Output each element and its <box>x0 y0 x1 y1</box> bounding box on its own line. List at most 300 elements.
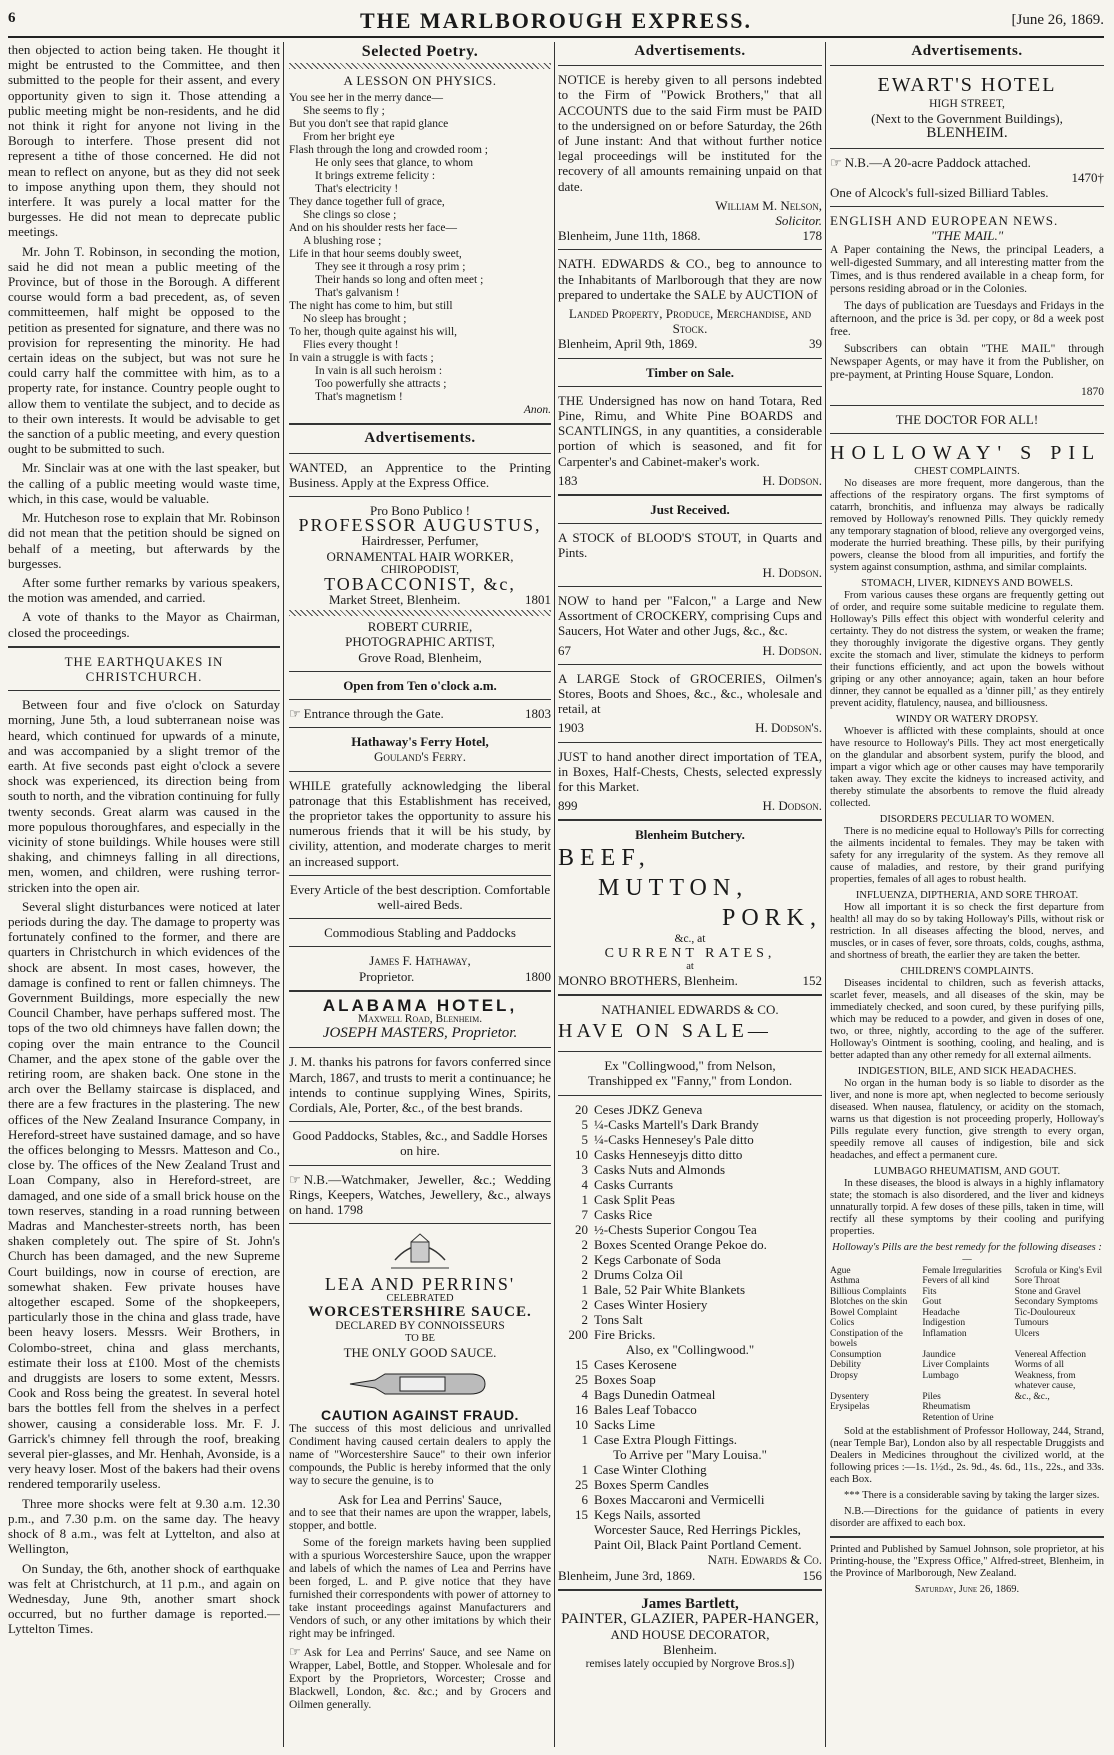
ad-number: 899 <box>558 798 578 814</box>
goods-quantity: 1 <box>581 1461 588 1477</box>
ad-signature: H. Dodson's. <box>755 720 822 736</box>
ad-number: 1800 <box>525 968 551 984</box>
ad-number: 1801 <box>525 592 551 608</box>
goods-item: Cask Split Peas <box>594 1191 675 1207</box>
disease-name: Dysentery <box>830 1391 870 1402</box>
poem-line: A blushing rose ; <box>303 235 382 248</box>
divider <box>289 1165 551 1166</box>
ad-line: Proprietor. <box>359 968 415 984</box>
divider <box>558 1051 822 1052</box>
ad-body: JUST to hand another direct importation of TEA, in Boxes, Half-Chests, Chests, selected expressly for this Market. <box>558 748 822 794</box>
disease-name: Sore Throat <box>1014 1276 1060 1287</box>
ad-number: 156 <box>802 1567 822 1583</box>
ad-body: Ask for Lea and Perrins' Sauce, and see Name on Wrapper, Label, Bottle, and Stopper. Wholesale and for Export by the Proprietors, Worcester; Crosse and Blackwell, London, &c. &c.; and by Grocers and Oilmen generally. <box>289 1647 551 1712</box>
section-heading: Advertisements. <box>911 43 1023 59</box>
divider <box>289 671 551 672</box>
goods-quantity: 6 <box>581 1491 588 1507</box>
ad-body: The days of publication are Tuesdays and Fridays in the afternoon, and the price is 3d. per copy, or 8d a week post free. <box>830 299 1104 338</box>
ad-line: Also, ex "Collingwood." <box>625 1341 755 1357</box>
ad-subheading: INDIGESTION, BILE, AND SICK HEADACHES. <box>857 1065 1077 1077</box>
ad-number: 183 <box>558 472 578 488</box>
ad-body: *** There is a considerable saving by taking the larger sizes. <box>844 1490 1100 1502</box>
divider <box>558 249 822 250</box>
ad-line: Blenheim. <box>663 1642 717 1658</box>
disease-name: Erysipelas <box>830 1402 870 1413</box>
divider <box>830 1536 1104 1538</box>
disease-name: Retention of Urine <box>922 1412 994 1423</box>
goods-quantity: 1 <box>581 1431 588 1447</box>
divider <box>558 1589 822 1591</box>
goods-item: Case Extra Plough Fittings. <box>594 1431 737 1447</box>
ad-heading: HAVE ON SALE— <box>558 1020 772 1043</box>
goods-quantity: 2 <box>581 1266 588 1282</box>
disease-name: Jaundice <box>922 1349 956 1360</box>
goods-quantity: 16 <box>575 1401 588 1417</box>
disease-name: Stone and Gravel <box>1014 1286 1081 1297</box>
ad-subheading: CHEST COMPLAINTS. <box>914 465 1020 477</box>
masthead <box>8 6 1104 38</box>
goods-quantity: 4 <box>581 1176 588 1192</box>
ad-body: Subscribers can obtain "THE MAIL" through Newspaper Agents, or may have it from the Publisher, on pre-payment, at Printing House Square, London. <box>830 342 1104 381</box>
divider <box>289 1223 551 1224</box>
ad-subheading: DISORDERS PECULIAR TO WOMEN. <box>879 813 1055 825</box>
divider <box>830 206 1104 207</box>
disease-name: Worms of all <box>1014 1360 1065 1371</box>
article-paragraph: After some further remarks by various speakers, the motion was amended, and carried. <box>8 574 280 606</box>
goods-quantity: 20 <box>575 1221 588 1237</box>
ad-line: DECLARED BY CONNOISSEURS <box>335 1319 505 1332</box>
ad-number: 178 <box>802 228 822 244</box>
ad-line: Good Paddocks, Stables, &c., and Saddle Horses on hire. <box>292 1128 548 1159</box>
ad-line: Landed Property, Produce, Merchandise, and Stock. <box>568 306 812 337</box>
ad-number: 39 <box>809 336 822 352</box>
goods-item: Sacks Lime <box>594 1416 656 1432</box>
ad-number: 152 <box>802 972 822 988</box>
ad-line: HIGH STREET, <box>929 98 1005 111</box>
ad-number: 67 <box>558 642 571 658</box>
ad-title: HOLLOWAY' S PIL <box>830 441 1102 464</box>
poem-line: To her, though quite against his will, <box>289 326 458 339</box>
article-paragraph: Three more shocks were felt at 9.30 a.m. 12.30 p.m., and 7.30 p.m. on the same day. The heavy shock of 8 a.m., was felt at Lyttelton, and also at Wellington, <box>8 1495 280 1557</box>
goods-item: Cases Kerosene <box>594 1356 677 1372</box>
goods-quantity: 25 <box>575 1476 588 1492</box>
disease-name <box>830 1413 919 1424</box>
column-1 <box>8 42 280 1747</box>
poem <box>289 92 551 404</box>
disease-name: Weakness, from whatever cause, <box>1014 1370 1076 1392</box>
ad-line: THE ONLY GOOD SAUCE. <box>343 1344 497 1360</box>
disease-name: Gout <box>922 1297 942 1308</box>
ad-line: Commodious Stabling and Paddocks <box>324 925 516 941</box>
disease-name: Rheumatism <box>922 1402 971 1413</box>
goods-item: Casks Nuts and Almonds <box>594 1161 726 1177</box>
ad-body: How all important it is so check the first departure from health! all may do so by taking Holloway's Pills, without risk or restriction. In all diseases affecting the blood, nerves, and muscles, or in cases of fever, sore throats, colds, coughs, asthma, and shortness of breath, the earlier they are taken the better. <box>830 901 1104 961</box>
goods-item: Case Winter Clothing <box>594 1461 707 1477</box>
divider <box>558 358 822 359</box>
divider <box>289 1047 551 1048</box>
disease-name: Constipation of the bowels <box>830 1328 903 1350</box>
pointing-hand-icon: ☞ <box>289 1171 301 1187</box>
goods-quantity: 15 <box>575 1506 588 1522</box>
ad-heading: EWART'S HOTEL <box>877 74 1057 97</box>
divider <box>289 423 551 425</box>
poem-title: A LESSON ON PHYSICS. <box>343 73 497 89</box>
disease-name: Colics <box>830 1318 855 1329</box>
ad-body: The success of this most delicious and unrivalled Condiment having caused certain dealers to apply the name of "Worcestershire Sauce" to their own inferior compounds, the Public is hereby informed that the only way to secure the genuine, is to <box>289 1423 551 1488</box>
divider <box>289 875 551 876</box>
goods-quantity: 15 <box>575 1356 588 1372</box>
ad-number: 1870 <box>1081 385 1104 398</box>
goods-quantity: 1 <box>581 1281 588 1297</box>
goods-quantity: 2 <box>581 1311 588 1327</box>
ad-subheading: LUMBAGO RHEUMATISM, AND GOUT. <box>873 1165 1061 1177</box>
disease-name: Ague <box>830 1265 851 1276</box>
divider <box>558 523 822 524</box>
pointing-hand-icon: ☞ <box>289 706 301 722</box>
ad-line: Entrance through the Gate. <box>303 706 444 722</box>
ad-line: BEEF, <box>558 844 651 871</box>
goods-quantity: 2 <box>581 1236 588 1252</box>
poem-line: That's magnetism ! <box>315 391 403 404</box>
goods-quantity: 25 <box>575 1371 588 1387</box>
column-2 <box>289 42 551 1747</box>
poem-line: In vain is all such heroism : <box>315 365 443 378</box>
disease-name: Tic-Douloureux <box>1014 1307 1076 1318</box>
goods-list <box>558 1357 822 1447</box>
goods-quantity: 200 <box>568 1326 588 1342</box>
ad-line: LEA AND PERRINS' <box>324 1274 516 1295</box>
disease-name: Consumption <box>830 1349 882 1360</box>
ad-body: Sold at the establishment of Professor Holloway, 244, Strand, (near Temple Bar), London also by all respectable Druggists and Dealers in Medicines throughout the civilized world, at the following prices :—1s. 1½d., 2s. 9d., 4s. 6d., 11s., 22s., and 33s. each Box. <box>830 1426 1104 1486</box>
disease-name: Lumbago <box>922 1370 959 1381</box>
poem-line: Too powerfully she attracts ; <box>315 378 447 391</box>
divider <box>289 727 551 728</box>
goods-quantity: 4 <box>581 1386 588 1402</box>
ad-heading: Pro Bono Publico ! <box>369 503 471 519</box>
disease-name: Inflamation <box>922 1328 967 1339</box>
goods-quantity: 10 <box>575 1416 588 1432</box>
ad-subheading: WINDY OR WATERY DROPSY. <box>895 713 1039 725</box>
ad-heading: WORCESTERSHIRE SAUCE. <box>308 1303 532 1320</box>
ad-signature: H. Dodson. <box>762 564 822 580</box>
goods-quantity: 1 <box>581 1191 588 1207</box>
ad-number: 1903 <box>558 720 584 736</box>
goods-item: Kegs Nails, assorted <box>594 1506 701 1522</box>
goods-item: Kegs Carbonate of Soda <box>594 1251 721 1267</box>
divider <box>289 918 551 919</box>
ad-subheading: STOMACH, LIVER, KIDNEYS AND BOWELS. <box>861 577 1073 589</box>
disease-name: Ulcers <box>1014 1328 1040 1339</box>
ornament <box>289 610 551 616</box>
ad-heading: Just Received. <box>650 502 730 518</box>
ad-line: AND HOUSE DECORATOR, <box>610 1627 770 1643</box>
goods-extra: Worcester Sauce, Red Herrings Pickles, Paint Oil, Black Paint Portland Cement. <box>594 1521 802 1553</box>
divider <box>289 990 551 992</box>
ad-line: CHIROPODIST, <box>380 563 460 576</box>
sauce-bottle-icon <box>289 1364 551 1404</box>
divider <box>558 386 822 387</box>
goods-quantity: 10 <box>575 1146 588 1162</box>
poem-line: She clings so close ; <box>303 209 397 222</box>
ad-heading: CAUTION AGAINST FRAUD. <box>321 1406 519 1423</box>
divider <box>558 819 822 821</box>
ad-line: (Next to the Government Buildings), <box>871 111 1063 127</box>
issue-date: [June 26, 1869. <box>1011 12 1104 28</box>
article-heading: THE EARTHQUAKES IN CHRISTCHURCH. <box>64 653 224 684</box>
disease-name: Liver Complaints <box>922 1360 990 1371</box>
ad-line: PORK, <box>721 904 822 931</box>
ad-line: CELEBRATED <box>386 1292 454 1304</box>
ad-body: N.B.—Directions for the guidance of patients in every disorder are affixed to each box. <box>830 1506 1104 1530</box>
divider <box>830 405 1104 406</box>
disease-name: Tumours <box>1014 1318 1049 1329</box>
poem-line: Flash through the long and crowded room ; <box>289 144 488 157</box>
ad-date: Blenheim, June 11th, 1868. <box>558 228 701 244</box>
ad-heading: James Bartlett, <box>641 1595 739 1612</box>
ad-subheading: Gouland's Ferry. <box>374 749 466 765</box>
goods-item: Drums Colza Oil <box>594 1266 683 1282</box>
ad-date: Blenheim, April 9th, 1869. <box>558 336 698 352</box>
ad-heading: Hathaway's Ferry Hotel, <box>351 734 489 750</box>
disease-name: Asthma <box>830 1276 860 1287</box>
ad-line: Ex "Collingwood," from Nelson, <box>604 1058 776 1074</box>
ad-body: WHILE gratefully acknowledging the liberal patronage that this Establishment has received, the proprietor takes the opportunity to assure his numerous friends that it will be his study, by civility, attention, and moderate charges to merit an increased support. <box>289 777 551 869</box>
goods-item: Bags Dunedin Oatmeal <box>594 1386 716 1402</box>
disease-name: Fits <box>922 1286 937 1297</box>
goods-item: Fire Bricks. <box>594 1326 656 1342</box>
goods-item: Bales Leaf Tobacco <box>594 1401 697 1417</box>
divider <box>289 771 551 772</box>
ad-heading: NATHANIEL EDWARDS & CO. <box>601 1001 779 1017</box>
ad-body: NOW to hand per "Falcon," a Large and New Assortment of CROCKERY, comprising Cups and Saucers, Hot Water and other Jugs, &c., &c. <box>558 592 822 639</box>
section-heading: Advertisements. <box>364 430 476 447</box>
column-divider <box>283 42 284 1747</box>
poem-line: It brings extreme felicity : <box>315 170 436 183</box>
poem-line: That's electricity ! <box>315 183 399 196</box>
ad-signature: H. Dodson. <box>762 642 822 658</box>
goods-item: Cases Winter Hosiery <box>594 1296 708 1312</box>
disease-name: Debility <box>830 1360 862 1371</box>
ad-line: ORNAMENTAL HAIR WORKER, <box>326 548 514 564</box>
goods-quantity: 2 <box>581 1251 588 1267</box>
ad-body: and to see that their names are upon the wrapper, labels, stopper, and bottle. <box>289 1507 551 1533</box>
poem-line: She seems to fly ; <box>303 105 385 118</box>
divider <box>8 646 280 648</box>
ad-line: JOSEPH MASTERS, Proprietor. <box>322 1025 518 1042</box>
goods-quantity: 3 <box>581 1161 588 1177</box>
ad-line: PHOTOGRAPHIC ARTIST, <box>345 634 495 650</box>
newspaper-title: THE MARLBOROUGH EXPRESS. <box>359 8 753 33</box>
divider <box>558 1095 822 1096</box>
ad-signature: William M. Nelson, <box>715 197 822 213</box>
divider <box>558 664 822 665</box>
goods-quantity: 2 <box>581 1296 588 1312</box>
column-4 <box>830 42 1104 1747</box>
poem-author: Anon. <box>523 404 551 417</box>
article-paragraph: Mr. Hutcheson rose to explain that Mr. Robinson did not mean that the petition should be signed on behalf of a meeting, but afterwards by the burgesses. <box>8 510 280 571</box>
ad-line: remises lately occupied by Norgrove Bros.s]) <box>585 1657 795 1670</box>
ad-line: Ask for Lea and Perrins' Sauce, <box>337 1492 503 1508</box>
ad-line: Grove Road, Blenheim, <box>358 649 482 665</box>
disease-table <box>830 1266 1104 1424</box>
goods-item: Boxes Soap <box>594 1371 656 1387</box>
divider <box>830 65 1104 66</box>
ad-body: In these diseases, the blood is always in a highly inflamatory state; the stomach is also disordered, and the liver and kidneys unnaturally torpid. A few doses of these pills, taken in time, will rectify all these symptoms by their cooling and purifying properties. <box>830 1177 1104 1237</box>
goods-quantity: 5 <box>581 1131 588 1147</box>
ad-line: MUTTON, <box>598 874 749 901</box>
goods-quantity: 7 <box>581 1206 588 1222</box>
coat-of-arms-icon <box>289 1230 551 1277</box>
goods-item: Boxes Scented Orange Pekoe do. <box>594 1236 767 1252</box>
ad-line: &c., at <box>674 932 706 945</box>
divider <box>289 1121 551 1122</box>
ad-title: "THE MAIL." <box>930 228 1004 244</box>
ad-body: From various causes these organs are frequently getting out of order, and require some suitable medicine to regulate them. Holloway's Pills effect this object with wonderful celerity and certainty. They do not distress the system, or weaken the frame; they thoroughly invigorate the digestive organs. They gently excite the stomach and liver, stimulate the kidneys to perform their functions efficiently, and act upon the bowels without griping or any other annoyance; again, taken an hour before dinner, they cannot be equalled as a 'dinner pill,' as they entirely prevent acidity, flatulency, nausea, and billiousness. <box>830 589 1104 709</box>
goods-list <box>558 1462 822 1522</box>
ad-line: Every Article of the best description. Comfortable well-aired Beds. <box>289 881 551 913</box>
ad-line: at <box>686 960 694 972</box>
poem-line: They dance together full of grace, <box>289 196 445 209</box>
divider <box>289 946 551 947</box>
goods-quantity: 5 <box>581 1116 588 1132</box>
poem-line: Flies every thought ! <box>303 339 399 352</box>
poem-line: The night has come to him, but still <box>289 300 453 313</box>
ad-wanted: WANTED, an Apprentice to the Printing Business. Apply at the Express Office. <box>289 459 551 490</box>
ad-line: MONRO BROTHERS, Blenheim. <box>558 972 738 988</box>
ad-line: N.B.—A 20-acre Paddock attached. <box>844 154 1031 170</box>
ad-body: Whoever is afflicted with these complaints, should at once have resource to Holloway's Pills. They act most energetically on the glandular and absorbent system, purify the blood, and impart a vigor which age or other causes may have temporarily taken away. They excite the kidneys to increased activity, and thereby stimulate the absorbents to remove the fluid already collected. <box>830 725 1104 809</box>
divider <box>8 690 280 691</box>
poem-line: In vain a struggle is with facts ; <box>289 352 434 365</box>
goods-item: Boxes Maccaroni and Vermicelli <box>594 1491 765 1507</box>
ad-line: PAINTER, GLAZIER, PAPER-HANGER, <box>561 1610 819 1627</box>
imprint-date: Saturday, June 26, 1869. <box>914 1584 1020 1596</box>
disease-name <box>1015 1413 1104 1424</box>
ad-subheading: INFLUENZA, DIPTHERIA, AND SORE THROAT. <box>855 889 1079 901</box>
disease-name: Bowel Complaint <box>830 1307 898 1318</box>
ad-name: ROBERT CURRIE, <box>367 619 473 635</box>
goods-item: Ceses JDKZ Geneva <box>594 1101 703 1117</box>
divider <box>289 699 551 700</box>
ad-body: THE Undersigned has now on hand Totara, Red Pine, Rimu, and White Pine BOARDS and SCANTLINGS, in any quantities, a considerable portion of which is seasoned, and fit for Carpenter's and Cabinet-maker's work. <box>558 392 822 469</box>
goods-item: ¼-Casks Martell's Dark Brandy <box>594 1116 759 1132</box>
divider <box>558 742 822 743</box>
poem-line: But you don't see that rapid glance <box>289 118 449 131</box>
article-paragraph: Mr. Sinclair was at one with the last speaker, but the calling of a public meeting would waste time, which, in this case, would be valuable. <box>8 460 280 506</box>
ad-subheading: CHILDREN'S COMPLAINTS. <box>900 965 1034 977</box>
disease-name: Scrofula or King's Evil <box>1014 1265 1103 1276</box>
ad-signature: Nath. Edwards & Co. <box>707 1552 822 1568</box>
article-paragraph: then objected to action being taken. He thought it might be entrusted to the Committee, and then submitted to the people for their assent, and every opportunity given to sign it. Those attending a public meeting might be non-residents, and he did not think it right for anyone not living in the Borough to interfere. Those present did not represent a tithe of those concerned. He did not mean to reflect on anyone, but as they did not seek to impose anything upon them, they should not interfere. It was purely a local matter for the burgesses. He did not mean to deprecate public meetings. <box>8 42 280 240</box>
disease-name: Headache <box>922 1307 960 1318</box>
disease-name: Piles <box>922 1391 941 1402</box>
ad-body: A Paper containing the News, the principal Leaders, a well-digested Summary, and all interesting matter from the Times, and is thus rendered available in a cheap form, for persons residing abroad or in the Colonies. <box>830 243 1104 295</box>
ad-line: Open from Ten o'clock a.m. <box>343 677 497 693</box>
divider <box>558 994 822 996</box>
divider <box>289 453 551 454</box>
goods-item: ½-Chests Superior Congou Tea <box>594 1221 757 1237</box>
imprint: Printed and Published by Samuel Johnson, sole proprietor, at his Printing-house, the "Express Office," Alfred-street, Blenheim, in the Province of Marlborough, New Zealand. <box>830 1544 1104 1580</box>
ad-body: A STOCK of BLOOD'S STOUT, in Quarts and Pints. <box>558 530 822 561</box>
ornament <box>289 63 551 69</box>
column-divider <box>554 42 555 1747</box>
ad-body: J. M. thanks his patrons for favors conferred since March, 1867, and trusts to merit a continuance; he intends to continue supplying Wines, Spirits, Cordials, Ale, Porter, &c., of the best brands. <box>289 1054 551 1115</box>
poem-line: That's galvanism ! <box>315 287 400 300</box>
article-paragraph: Several slight disturbances were noticed at later periods during the day. The damage to property was fortunately confined to the former, and there are quarters in Christchurch in which evidences of the shock are absent. In most cases, however, the damage is confined to rent or fallen chimneys. The Government Buildings, more especially the new Council Chamber, have perhaps suffered most. The tops of the two old chimneys have fallen down; the coping over the main entrance to the Council Chamer, and the apex stone of the gable over the retiring room, are shaken back. One stone in the arch over the Bellamy staircase is displaced, and there are a few fractures in the plastering. The new offices of the New Zealand Insurance Company, in Hereford-street have sustained damage, and so have the offices belonging to Messrs. Matteson and Co., close by. The offices of the New Zealand Trust and Loan Company, also in Hereford-street, are damaged, and one side of a small brick house on the town reserves, standing in a road running between Madras and Manchester-streets north, has been shaken completely out. The spire of St. John's Church has been damaged, and the new Supreme Court buildings, now in course of erection, are somewhat shaken. Few private houses have altogether escaped. Some of the shopkeepers, particularly those in the china and glass trade, have been heavy losers. Messrs. Weir Brothers, in Colombo-street, china and glass merchants, estimate their loss at £100. Most of the chemists and druggists are losers to some extent, Messrs. Cook and Ross being the greatest. In several hotel bars the bottles fell from the shelves in a perfect shower, causing a considerable loss. Mr. F. J. Garrick's chimney fell through the roof, breaking several pier-glasses, and Mr. Henhah, Avonside, is a very heavy loser. Most of the bakers had their ovens rendered temporarily useless. <box>8 898 280 1492</box>
poem-line: Their hands so long and often meet ; <box>315 274 484 287</box>
disease-name <box>1015 1402 1104 1413</box>
goods-item: Tons Salt <box>594 1311 643 1327</box>
divider <box>558 65 822 66</box>
ad-line: Transhipped ex "Fanny," from London. <box>587 1073 793 1089</box>
divider <box>830 433 1104 434</box>
pointing-hand-icon: ☞ <box>289 1644 301 1660</box>
disease-name: Venereal Affection <box>1014 1349 1086 1360</box>
column-3 <box>558 42 822 1747</box>
poem-line: They see it through a rosy prim ; <box>315 261 466 274</box>
page-number: 6 <box>8 10 16 26</box>
poem-line: You see her in the merry dance— <box>289 92 444 105</box>
disease-name: Indigestion <box>922 1318 966 1329</box>
ad-date: Blenheim, June 3rd, 1869. <box>558 1567 696 1583</box>
poem-line: From her bright eye <box>303 131 395 144</box>
ad-body: No organ in the human body is so liable to disorder as the liver, and none is more apt, when neglected to become seriously diseased. When nausea, flatulency, or acidity on the stomach, warns us that digestion is not proceeding properly, Holloway's Pills regulate every function, give strength to every organ, speedily remove all causes of indigestion, bile and sick headaches, and effect a permanent cure. <box>830 1077 1104 1161</box>
disease-name: Billious Complaints <box>830 1286 907 1297</box>
ad-line: Hairdresser, Perfumer, <box>361 533 479 549</box>
ad-heading: Timber on Sale. <box>645 364 734 380</box>
ad-heading: THE DOCTOR FOR ALL! <box>895 411 1039 427</box>
ad-body: A LARGE Stock of GROCERIES, Oilmen's Stores, Boots and Shoes, &c., &c., wholesale and retail, at <box>558 670 822 717</box>
ad-subheading: Holloway's Pills are the best remedy for the following diseases :— <box>832 1241 1102 1265</box>
ad-signature: James F. Hathaway, <box>369 953 471 969</box>
ad-line: Solicitor. <box>775 213 822 229</box>
ad-body: N.B.—Watchmaker, Jeweller, &c.; Wedding Rings, Keepers, Watches, Jewellery, &c., always on hand. <box>289 1171 551 1217</box>
ad-body: No diseases are more frequent, more dangerous, than the affections of the respiratory organs. The first symptoms of catarrh, bronchitis, and influenza may always be radically removed by Holloway's renowned Pills. They quickly remedy any temporary stagnation of blood, relieve any overgorged veins, moderate the hurried breathing. These pills, by their purifying powers, cleanse the blood from all impurities, and fortify the system against consumption, asthma, and similar complaints. <box>830 477 1104 573</box>
ad-line: TOBACCONIST, &c, <box>324 573 516 594</box>
ad-signature: H. Dodson. <box>762 798 822 814</box>
ad-line: BLENHEIM. <box>926 125 1008 142</box>
poem-line: Life in that hour seems doubly sweet, <box>289 248 462 261</box>
goods-item: Casks Currants <box>594 1176 674 1192</box>
ad-line: One of Alcock's full-sized Billiard Tables. <box>830 185 1049 201</box>
ad-body: Some of the foreign markets having been supplied with a spurious Worcestershire Sauce, upon the wrapper and labels of which the names of Lea and Perrins have been forged, L. and P. give notice that they have furnished their correspondents with power of attorney to take instant proceedings against Manufacturers and Vendors of such, or any other imitations by which their right may be infringed. <box>289 1537 551 1641</box>
section-heading: Advertisements. <box>634 43 746 59</box>
disease-name: &c., &c., <box>1014 1391 1050 1402</box>
ad-heading: ENGLISH AND EUROPEAN NEWS. <box>830 213 1059 229</box>
goods-quantity: 20 <box>575 1101 588 1117</box>
disease-name: Dropsy <box>830 1370 858 1381</box>
disease-name: Fevers of all kind <box>922 1276 990 1287</box>
poem-line: No sleep has brought ; <box>303 313 407 326</box>
poem-line: He only sees that glance, to whom <box>315 157 474 170</box>
goods-item: Bale, 52 Pair White Blankets <box>594 1281 746 1297</box>
disease-name: Female Irregularities <box>922 1265 1002 1276</box>
divider <box>289 496 551 497</box>
ad-line: Market Street, Blenheim. <box>329 592 461 608</box>
divider <box>558 586 822 587</box>
article-paragraph: Between four and five o'clock on Saturday morning, June 5th, a loud subterranean noise was heard, which continued for upwards of a minute, and was accompanied by a slight tremor of the earth. At five seconds past eight o'clock a severe shock was experienced, its direction being from south to north, and the vibration continuing for fully twenty seconds. Great alarm was caused in the more populous thoroughfares, and especially in the vicinity of stone buildings. While houses were still shaking, and chimneys falling in all directions, men, women, and children, were rushing terror-stricken into the open air. <box>8 697 280 895</box>
ad-number: 1803 <box>525 706 551 722</box>
divider <box>830 148 1104 149</box>
article-paragraph: Mr. John T. Robinson, in seconding the motion, said he did not mean a public meeting of the Province, but of those in the Borough. A different course would form a bad precedent, as, of seven committeemen, half might be opposed to the petition as presented for signature, and there was no provision for representing the minority. He had certain ideas on the subject, but was not sure he could carry half the committee with him, as to a property rate, for instance. Country people ought to allow them to ventilate the subject, and to decide as to their own interests. It would be advisable to get the sanction of a public meeting, and every question ought to be submitted to such. <box>8 243 280 457</box>
section-heading: Selected Poetry. <box>361 43 479 60</box>
ad-line: TO BE <box>405 1332 435 1344</box>
ad-name: PROFESSOR AUGUSTUS, <box>298 515 542 536</box>
disease-name: Blotches on the skin <box>830 1297 908 1308</box>
ad-body: NATH. EDWARDS & CO., beg to announce to the Inhabitants of Marlborough that they are now prepared to undertake the SALE by AUCTION of <box>558 256 822 302</box>
ad-number: 1470† <box>1071 169 1104 185</box>
ad-line: CURRENT RATES, <box>604 945 776 961</box>
